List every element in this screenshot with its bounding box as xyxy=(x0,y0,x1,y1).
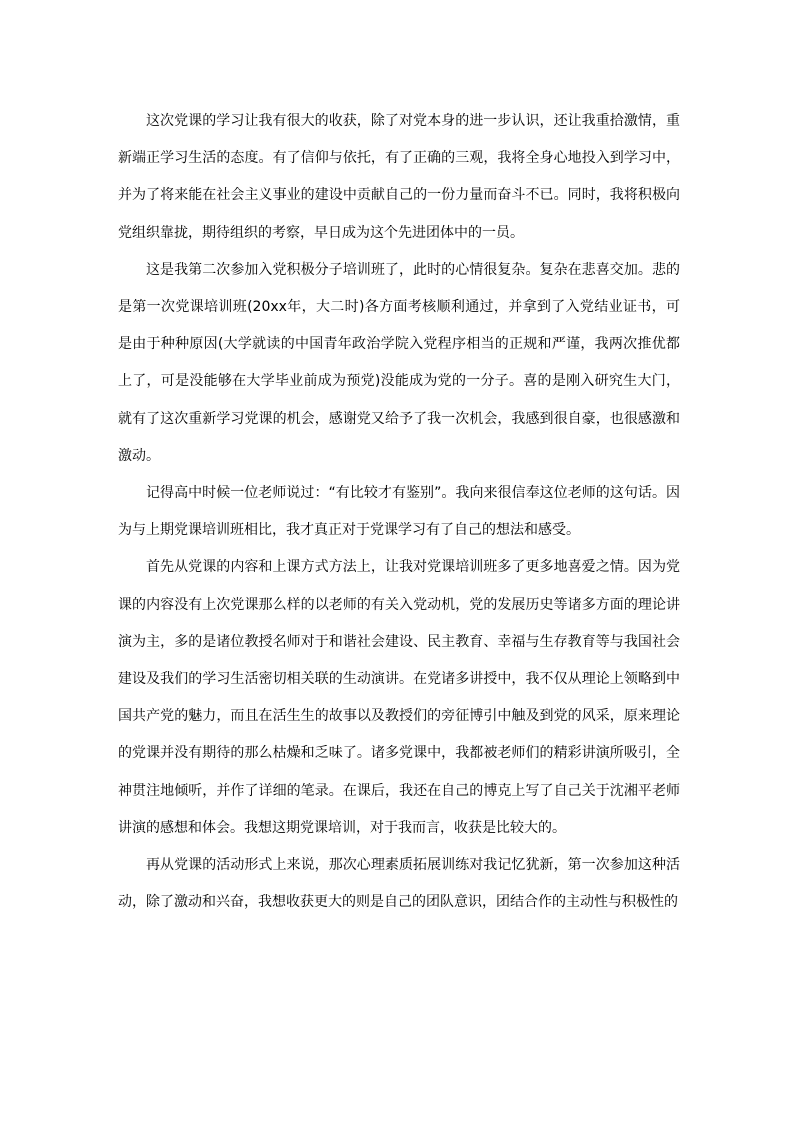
paragraph-5: 再从党课的活动形式上来说，那次心理素质拓展训练对我记忆犹新，第一次参加这种活动，除了激动和兴奋，我想收获更大的则是自己的团队意识，团结合作的主动性与积极性的 xyxy=(118,857,680,911)
document-body xyxy=(118,103,680,921)
paragraph-1: 这次党课的学习让我有很大的收获，除了对党本身的进一步认识，还让我重拾激情，重新端正学习生活的态度。有了信仰与依托，有了正确的三观，我将全身心地投入到学习中，并为了将来能在社会主义事业的建设中贡献自己的一份力量而奋斗不已。同时，我将积极向党组织靠拢，期待组织的考察，早日成为这个先进团体中的一员。 xyxy=(118,113,680,241)
paragraph-4: 首先从党课的内容和上课方式方法上，让我对党课培训班多了更多地喜爱之情。因为党课的内容没有上次党课那么样的以老师的有关入党动机，党的发展历史等诸多方面的理论讲演为主，多的是诸位教授名师对于和谐社会建设、民主教育、幸福与生存教育等与我国社会建设及我们的学习生活密切相关联的生动演讲。在党诸多讲授中，我不仅从理论上领略到中国共产党的魅力，而且在活生生的故事以及教授们的旁征博引中触及到党的风采，原来理论的党课并没有期待的那么枯燥和乏味了。诸多党课中，我都被老师们的精彩讲演所吸引，全神贯注地倾听，并作了详细的笔录。在课后，我还在自己的博克上写了自己关于沈湘平老师讲演的感想和体会。我想这期党课培训，对于我而言，收获是比较大的。 xyxy=(118,559,680,836)
paragraph-2: 这是我第二次参加入党积极分子培训班了，此时的心情很复杂。复杂在悲喜交加。悲的是第一次党课培训班(20xx年，大二时)各方面考核顺利通过，并拿到了入党结业证书，可是由于种种原因(大学就读的中国青年政治学院入党程序相当的正规和严谨，我两次推优都上了，可是没能够在大学毕业前成为预党)没能成为党的一分子。喜的是刚入研究生大门，就有了这次重新学习党课的机会，感谢党又给予了我一次机会，我感到很自豪，也很感激和激动。 xyxy=(118,261,680,464)
paragraph-3: 记得高中时候一位老师说过：“有比较才有鉴别”。我向来很信奉这位老师的这句话。因为与上期党课培训班相比，我才真正对于党课学习有了自己的想法和感受。 xyxy=(118,485,680,539)
